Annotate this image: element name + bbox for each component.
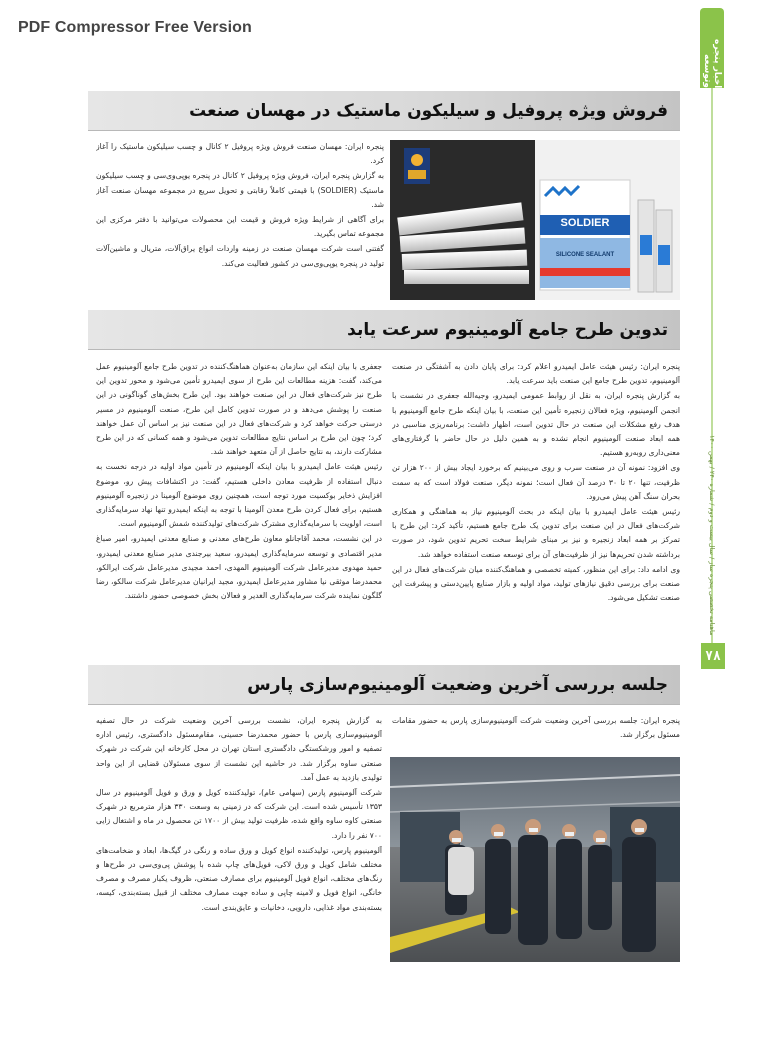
page-number: ۷۸ <box>701 643 725 669</box>
article2-title: تدوین طرح جامع آلومینیوم سرعت یابد <box>347 319 668 340</box>
section-tab-label: اخبار پنجره‌ وتوسعه <box>702 38 722 88</box>
article1-title: فروش ویژه پروفیل و سیلیکون ماستیک در مهسان صنعت <box>189 100 668 121</box>
article1-paragraph: گفتنی است شرکت مهسان صنعت در زمینه واردات انواع یراق‌آلات، متریال و ماشین‌آلات تولید در پنجره یوپی‌وی‌سی در کشور فعالیت می‌کند. <box>96 244 384 268</box>
article3-factory-photo <box>390 757 680 962</box>
article2-paragraph: وی افزود: نمونه آن در صنعت سرب و روی می‌بینیم که برخورد ایجاد بیش از ۲۰۰ هزار تن ظرفیت، تنها ۲۰ تا ۳۰ درصد آن فعال است؛ نمونه دیگر، صنعت فولاد است که به سمت بحران سنگ آهن پیش می‌رود. <box>392 463 680 501</box>
issue-meta-text: ماهنامه تخصصی پنجره‌ ساز / سال بیست و دوم / شماره ۲۴۰ / بهمن ۱۴۰۰ <box>708 434 716 636</box>
article2-right-column <box>392 360 680 660</box>
article3-paragraph: پنجره‌ ایران: جلسه بررسی آخرین وضعیت شرکت آلومینیوم‌سازی پارس به حضور مقامات مسئول برگزار شد. <box>392 716 680 740</box>
article3-paragraph: شرکت آلومینیوم پارس (سهامی عام)، تولیدکننده کویل و ورق و فویل آلومینیوم در سال ۱۳۵۳ تأسیس شده است. این شرکت که در زمینی به وسعت ۳۳۰ هزار مترمربع در شهرک صنعتی کاوه ساوه واقع شده، ظرفیت تولید بیش از ۱۷۰۰ تن محصول در ماه و اشتغال زایی ۷۰۰ نفر را دارد. <box>96 788 382 840</box>
article2-paragraph: رئیس هیئت عامل ایمیدرو با بیان اینکه آلومینیوم در تأمین مواد اولیه در درجه نخست به دنبال استفاده از ظرفیت معادن داخلی هستیم، گفت: در اکتشافات پیش رو، موضوع افزایش ذخایر بوکسیت مورد توجه است، همچنین روی موضوع آلومینا در زنجیره آلومینیوم هستیم، برای فعال کردن طرح معدن آلومینا با توجه به اینکه ایمیدرو تنها نهاد سرمایه‌گذاری است، اولویت با سرمایه‌گذاری مشترک شرکت‌های تولیدکننده شمش آلومینیوم است. <box>96 462 382 529</box>
article2-paragraph: وی ادامه داد: برای این منظور، کمیته تخصصی و هماهنگ‌کننده میان شرکت‌های فعال در این صنعت برای بررسی دقیق نیازهای تولید، مواد اولیه و بازار صنایع پایین‌دستی و پیشرفت این صنعت تشکیل می‌شود. <box>392 564 680 603</box>
article2-paragraph: در این نشست، محمد آقاجانلو معاون طرح‌های معدنی و صنایع معدنی ایمیدرو، امیر صباغ مدیر اقتصادی و توسعه سرمایه‌گذاری ایمیدرو، سعید بیرجندی مدیر صنایع معدنی ایمیدرو، حمید مهدوی مدیرعامل شرکت آلومینیوم المهدی، احمد مجیدی مدیرعامل شرکت ایرالکو، محمدرضا موثقی نیا مشاور مدیرعامل ایمیدرو، مجید ایرانیان مدیرعامل شرکت سالکو، رضا گلگون نماینده شرکت سرمایه‌گذاری الغدیر و فعالان بخش خصوصی حضور داشتند. <box>96 534 382 601</box>
issue-meta <box>702 420 722 650</box>
article3-paragraph: آلومینیوم پارس، تولیدکننده انواع کویل و ورق ساده و رنگی در گیگ‌ها، ابعاد و ضخامت‌های مختلف شامل کویل و ورق لاکی، فویل‌های چاپ شده با پوشش پی‌وی‌سی در طرح‌ها و رنگ‌های مختلف، انواع فویل آلومینیوم برای مصارف صنعتی، ظروف یکبار مصرف و مصرف خانگی، انواع فویل و لامینه چاپی و ساده جهت مصارف مختلف از قبیل بسته‌بندی، کیسه، بسته‌بندی مواد غذایی، دارویی، دخانیات و عایق‌بندی است. <box>96 845 382 912</box>
article3-paragraph: به گزارش پنجره‌ ایران، نشست بررسی آخرین وضعیت شرکت در حال تصفیه آلومینیوم‌سازی پارس با حضور محمدرضا حسینی، مقام‌مسئول دادگستری، رئیس اداره تصفیه و امور ورشکستگی دادگستری استان تهران در محل کارخانه این شرکت در شهرک صنعتی ساوه برگزار شد. در حاشیه این نشست از سوی مسئولان قضایی از این واحد تولیدی بازدید به عمل آمد. <box>96 716 382 782</box>
article2-paragraph: جعفری با بیان اینکه این سازمان به‌عنوان هماهنگ‌کننده در تدوین طرح جامع آلومینیوم عمل می‌کند، گفت: هزینه مطالعات این طرح از سوی ایمیدرو تأمین می‌شود و محور تدوین این طرح نیز شرکت‌های فعال در این صنعت خواهند بود. این طرح بخش‌های گوناگونی در این صنعت را پوشش می‌دهد و در صورت تدوین کامل این طرح، صنعت آلومینیوم در مسیر درستی حرکت خواهد کرد و شرکت‌های فعال در این صنعت نیز بر اساس آن عمل خواهند کرد؛ چون این طرح بر اساس نتایج مطالعات تدوین می‌شود و همه کسانی که در این طرح مشارکت دارند، به نتایج حاصل از آن متعهد خواهند شد. <box>96 362 382 457</box>
product-type-label: SILICONE SEALANT <box>555 252 615 258</box>
article2-header <box>88 310 680 350</box>
article1-paragraph: برای آگاهی از شرایط ویژه فروش و قیمت این محصولات می‌توانید با دفتر مرکزی این مجموعه تماس بگیرید. <box>96 215 384 239</box>
article1-paragraph: به گزارش پنجره‌ ایران، فروش ویژه پروفیل ۲ کانال در پنجره یوپی‌وی‌سی و چسب سیلیکون ماستیک (SOLDIER) با قیمتی کاملاً رقابتی و تحویل سریع در مجموعه مهسان صنعت آغاز شد. <box>96 171 384 209</box>
article2-paragraph: رئیس هیئت عامل ایمیدرو با بیان اینکه در بحث آلومینیوم نیاز به هماهنگی و همکاری شرکت‌های فعال در این صنعت برای تدوین یک طرح جامع هستیم، تأکید کرد: این طرح با تمرکز بر همه ابعاد زنجیره و نیز بر مبنای شرایط سخت تحریم تدوین شود، در صورت برداشته شدن تحریم‌ها نیز از ظرفیت‌های آن برای توسعه صنعت استفاده خواهد شد. <box>392 507 680 559</box>
article1-paragraph: پنجره‌ ایران: مهسان صنعت فروش ویژه پروفیل ۲ کانال و چسب سیلیکون ماستیک را آغاز کرد. <box>96 142 384 166</box>
article2-paragraph: به گزارش پنجره‌ ایران، به نقل از روابط عمومی ایمیدرو، وجیه‌الله جعفری در نشست با انجمن آلومینیوم، ویژه فعالان زنجیره تأمین این صنعت، با بیان اینکه طرح جامع آلومینیوم با هدف رفع مشکلات این صنعت در حال تدوین است، اظهار داشت: برنامه‌ریزی مناسبی در همه ابعاد صنعت آلومینیوم انجام نشده و به همین دلیل در حال حاضر با گرفتاری‌های معنی‌داری روبه‌رو هستیم. <box>392 391 680 458</box>
section-tab <box>700 8 724 88</box>
article3-header <box>88 665 680 705</box>
article2-paragraph: پنجره‌ ایران: رئیس هیئت عامل ایمیدرو اعلام کرد: برای پایان دادن به آشفتگی در صنعت آلومینیوم، تدوین طرح جامع این صنعت باید سرعت یابد. <box>392 362 680 386</box>
article1-body <box>96 140 384 302</box>
product-brand-label: SOLDIER <box>560 217 610 229</box>
watermark: PDF Compressor Free Version <box>18 19 252 36</box>
article1-product-photo <box>390 140 680 300</box>
article2-left-column <box>96 360 382 660</box>
article3-right-column <box>392 714 680 748</box>
article1-header <box>88 91 680 131</box>
article3-title: جلسه بررسی آخرین وضعیت آلومینیوم‌سازی پارس <box>247 674 668 695</box>
article3-left-column <box>96 714 382 964</box>
